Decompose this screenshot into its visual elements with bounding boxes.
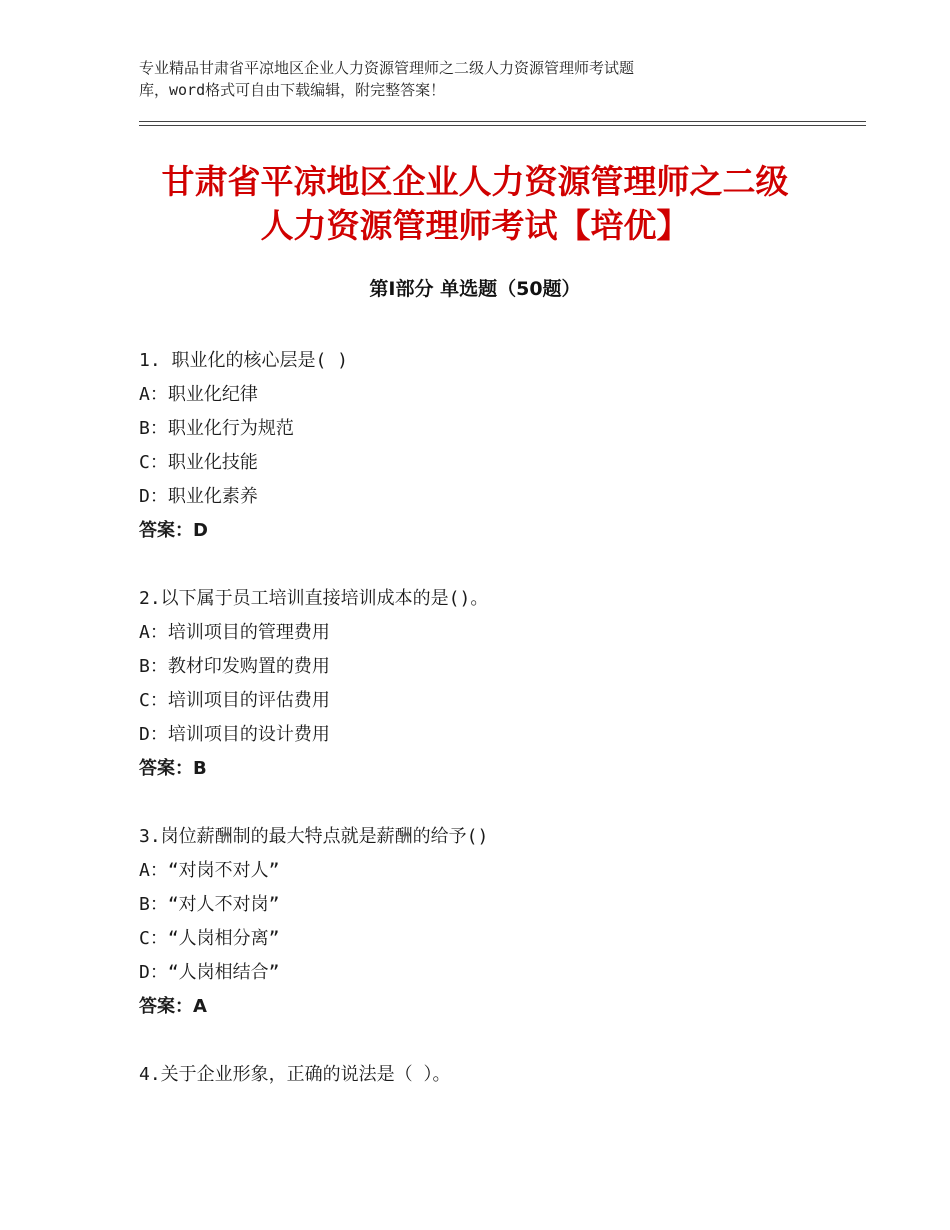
document-title-line-1: 甘肃省平凉地区企业人力资源管理师之二级 <box>161 162 789 201</box>
document-title-line-2: 人力资源管理师考试【培优】 <box>260 206 690 245</box>
header-divider-top <box>139 121 866 122</box>
question-1 <box>139 344 859 548</box>
question-stem: 3.岗位薪酬制的最大特点就是薪酬的给予() <box>139 826 489 847</box>
question-4 <box>139 1058 859 1092</box>
answer: 答案：A <box>139 996 207 1017</box>
option-c: C：培训项目的评估费用 <box>139 690 330 711</box>
option-a: A：职业化纪律 <box>139 384 258 405</box>
option-a: A：培训项目的管理费用 <box>139 622 330 643</box>
answer: 答案：D <box>139 520 208 541</box>
option-b: B：职业化行为规范 <box>139 418 294 439</box>
option-a: A：“对岗不对人” <box>139 860 280 881</box>
question-stem: 4.关于企业形象，正确的说法是（ ）。 <box>139 1064 451 1085</box>
question-2 <box>139 582 859 786</box>
document-title <box>0 160 950 248</box>
question-stem: 1. 职业化的核心层是( ) <box>139 350 349 371</box>
header-divider-bottom <box>139 125 866 126</box>
header-note <box>139 57 819 101</box>
question-stem: 2.以下属于员工培训直接培训成本的是()。 <box>139 588 489 609</box>
option-c: C：“人岗相分离” <box>139 928 280 949</box>
option-d: D：“人岗相结合” <box>139 962 280 983</box>
header-note-line-2: 库，word格式可自由下载编辑，附完整答案！ <box>139 81 446 99</box>
option-b: B：教材印发购置的费用 <box>139 656 330 677</box>
answer: 答案：B <box>139 758 207 779</box>
option-c: C：职业化技能 <box>139 452 258 473</box>
section-heading: 第Ⅰ部分 单选题（50题） <box>369 278 581 300</box>
question-3 <box>139 820 859 1024</box>
option-d: D：培训项目的设计费用 <box>139 724 330 745</box>
header-note-line-1: 专业精品甘肃省平凉地区企业人力资源管理师之二级人力资源管理师考试题 <box>139 59 635 77</box>
question-list <box>139 344 859 1126</box>
option-b: B：“对人不对岗” <box>139 894 280 915</box>
option-d: D：职业化素养 <box>139 486 258 507</box>
